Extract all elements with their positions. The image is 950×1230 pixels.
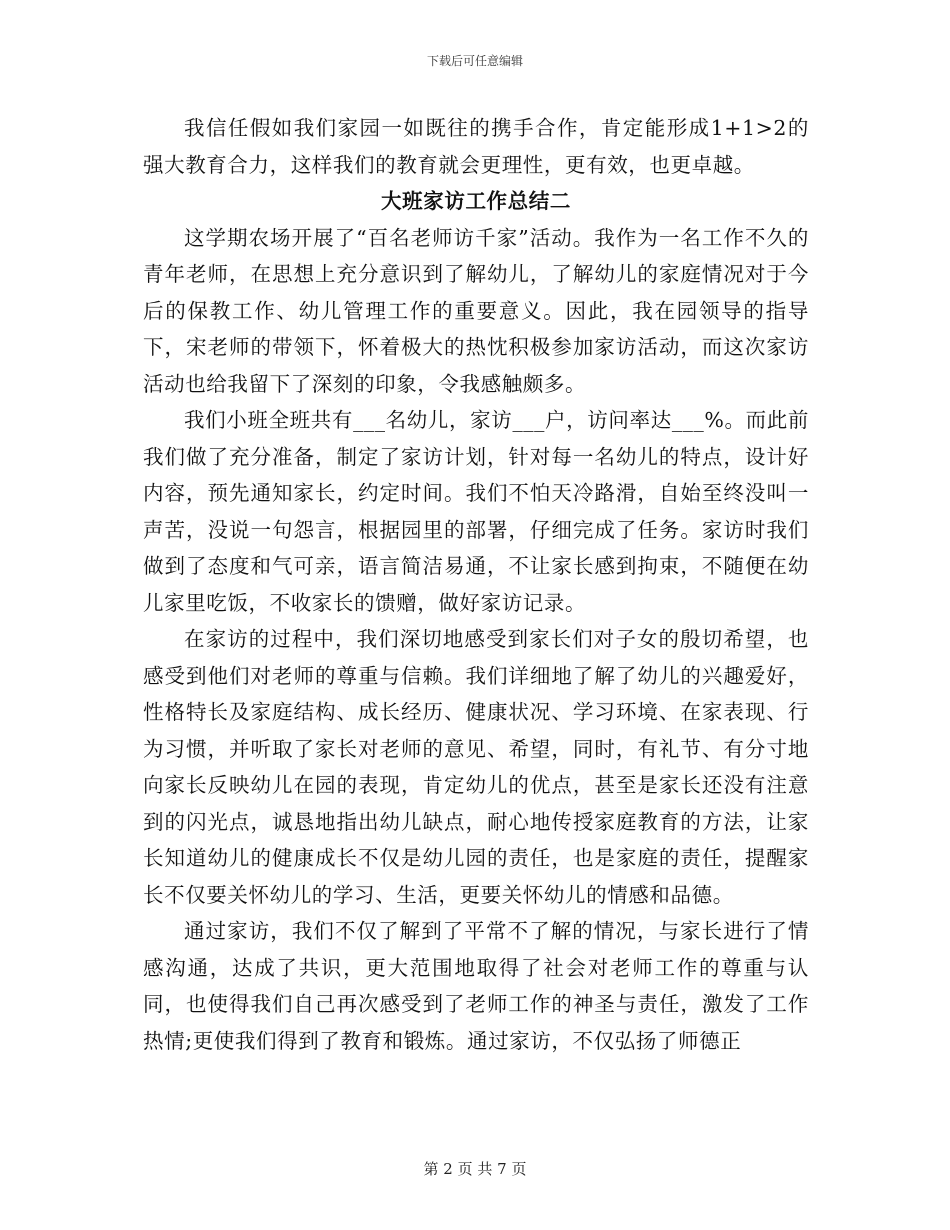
section-heading: 大班家访工作总结二 bbox=[381, 189, 571, 213]
paragraph-1: 我信任假如我们家园一如既往的携手合作，肯定能形成1+1>2的强大教育合力，这样我们的教育就会更理性，更有效，也更卓越。 bbox=[143, 116, 809, 177]
page-footer-number: 第 2 页 共 7 页 bbox=[423, 1160, 527, 1178]
paragraph-3: 我们小班全班共有___名幼儿，家访___户，访问率达___%。而此前我们做了充分准备，制定了家访计划，针对每一名幼儿的特点，设计好内容，预先通知家长，约定时间。我们不怕天冷路滑，自始至终没叫一声苦，没说一句怨言，根据园里的部署，仔细完成了任务。家访时我们做到了态度和气可亲，语言简洁易通，不让家长感到拘束，不随便在幼儿家里吃饭，不收家长的馈赠，做好家访记录。 bbox=[143, 408, 809, 615]
document-body bbox=[143, 110, 809, 1059]
page-header-note: 下载后可任意编辑 bbox=[426, 54, 523, 68]
paragraph-4: 在家访的过程中，我们深切地感受到家长们对子女的殷切希望，也感受到他们对老师的尊重与信赖。我们详细地了解了幼儿的兴趣爱好，性格特长及家庭结构、成长经历、健康状况、学习环境、在家表现、行为习惯，并听取了家长对老师的意见、希望，同时，有礼节、有分寸地向家长反映幼儿在园的表现，肯定幼儿的优点，甚至是家长还没有注意到的闪光点，诚恳地指出幼儿缺点，耐心地传授家庭教育的方法，让家长知道幼儿的健康成长不仅是幼儿园的责任，也是家庭的责任，提醒家长不仅要关怀幼儿的学习、生活，更要关怀幼儿的情感和品德。 bbox=[143, 627, 809, 907]
paragraph-2: 这学期农场开展了“百名老师访千家”活动。我作为一名工作不久的青年老师，在思想上充分意识到了解幼儿，了解幼儿的家庭情况对于今后的保教工作、幼儿管理工作的重要意义。因此，我在园领导的指导下，宋老师的带领下，怀着极大的热忱积极参加家访活动，而这次家访活动也给我留下了深刻的印象，令我感触颇多。 bbox=[143, 225, 809, 396]
paragraph-5: 通过家访，我们不仅了解到了平常不了解的情况，与家长进行了情感沟通，达成了共识，更大范围地取得了社会对老师工作的尊重与认同，也使得我们自己再次感受到了老师工作的神圣与责任，激发了工作热情;更使我们得到了教育和锻炼。通过家访，不仅弘扬了师德正 bbox=[143, 919, 809, 1053]
